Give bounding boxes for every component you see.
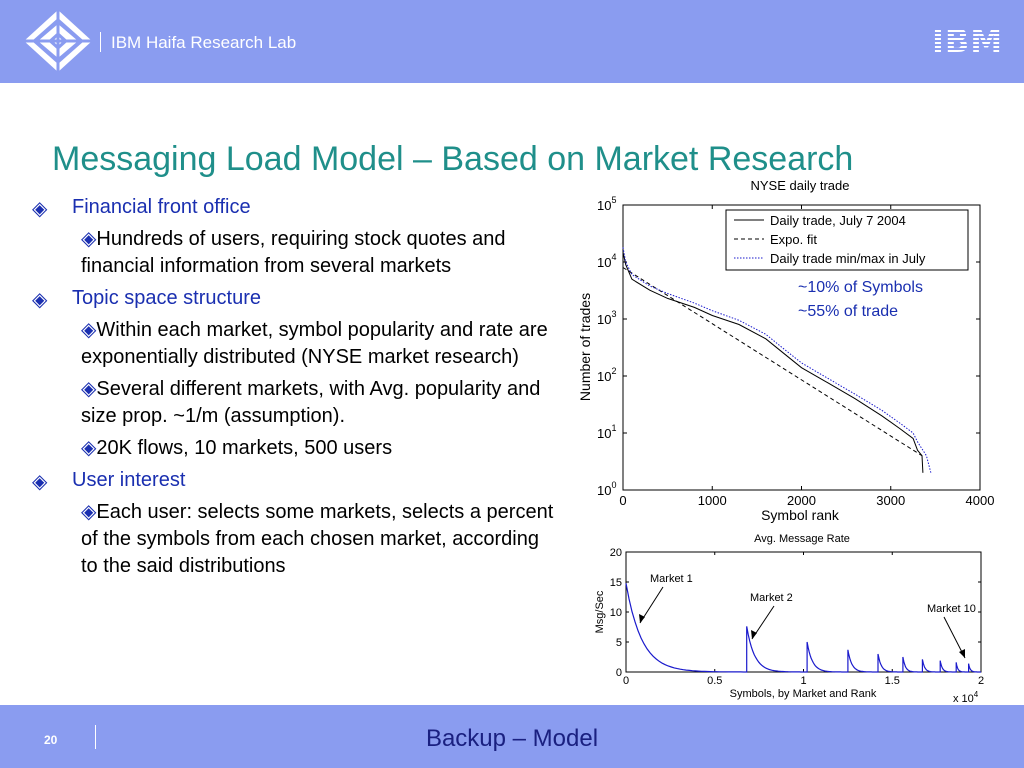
bullet-topic-space-structure: ◈ Topic space structure <box>32 287 261 311</box>
charts-svg <box>560 175 1024 705</box>
chart2-x-tick-label: 0 <box>622 675 630 687</box>
diamond-bullet-icon: ◈ <box>81 228 97 250</box>
bullet-financial-front-office: ◈ Financial front office <box>32 196 251 220</box>
sub-bullet: ◈20K flows, 10 markets, 500 users <box>81 437 393 459</box>
diamond-bullet-icon: ◈ <box>32 289 48 311</box>
lab-name: IBM Haifa Research Lab <box>111 33 297 52</box>
chart2-xlabel: Symbols, by Market and Rank <box>729 688 877 700</box>
diamond-bullet-icon: ◈ <box>32 198 48 220</box>
chart2-ylabel: Msg/Sec <box>594 590 606 634</box>
chart2-annotation-market-1: Market 1 <box>650 573 693 585</box>
slide-title: Messaging Load Model – Based on Market Research <box>52 140 854 178</box>
header-bar <box>0 0 1024 83</box>
chart2-annotation-market-2: Market 2 <box>750 592 793 604</box>
footer-bar <box>0 705 1024 768</box>
sub-bullet: ◈Each user: selects some markets, selects a percent of the symbols from each chosen market, according to the said distributions <box>81 501 554 577</box>
chart1-xlabel: Symbol rank <box>761 507 839 523</box>
footer-text: Backup – Model <box>425 725 599 752</box>
chart2-x-tick-label: 1 <box>800 675 807 687</box>
diamond-bullet-icon: ◈ <box>81 319 97 341</box>
chart1-y-tick-label: $10^5$ <box>597 195 617 213</box>
header-separator <box>100 32 101 52</box>
chart2-y-tick-label: 20 <box>609 547 622 559</box>
legend-label-2: Expo. fit <box>770 232 817 247</box>
legend-label-1: Daily trade, July 7 2004 <box>770 213 906 228</box>
diamond-bullet-icon: ◈ <box>81 437 97 459</box>
chart2-y-tick-label: 0 <box>615 667 622 679</box>
diamond-bullet-icon: ◈ <box>32 471 48 493</box>
chart1-x-tick-label: 0 <box>619 493 627 508</box>
chart1-y-tick-label: $10^3$ <box>597 309 617 327</box>
chart2-annotation-market-10: Market 10 <box>927 603 976 615</box>
chart1-annotation-1: ~10% of Symbols <box>798 279 923 296</box>
bullet-user-interest: ◈ User interest <box>32 469 186 493</box>
sub-bullet: ◈Within each market, symbol popularity and rate are exponentially distributed (NYSE market research) <box>81 319 548 368</box>
chart1-y-tick-label: $10^0$ <box>597 480 617 498</box>
page-number: 20 <box>44 733 58 747</box>
chart2-x-tick-label: 1.5 <box>884 675 900 687</box>
chart2-x-multiplier: x $10^4$ <box>953 690 979 705</box>
legend-label-3: Daily trade min/max in July <box>770 251 926 266</box>
ibm-haifa-logo <box>22 8 94 74</box>
chart1-ylabel: Number of trades <box>577 292 593 402</box>
chart1-x-tick-label: 1000 <box>697 493 727 508</box>
diamond-bullet-icon: ◈ <box>81 378 97 400</box>
diamond-bullet-icon: ◈ <box>81 501 97 523</box>
chart1-annotation-2: ~55% of trade <box>798 303 899 320</box>
sub-bullet: ◈Hundreds of users, requiring stock quotes and financial information from several markets <box>81 228 506 277</box>
chart2-x-tick-label: 2 <box>977 675 985 687</box>
chart1-x-tick-label: 4000 <box>965 493 995 508</box>
chart2-y-tick-label: 15 <box>609 577 622 589</box>
chart1-x-tick-label: 3000 <box>876 493 906 508</box>
chart2-y-tick-label: 5 <box>615 637 622 649</box>
chart1-y-tick-label: $10^2$ <box>597 366 617 384</box>
chart1-title: NYSE daily trade <box>750 178 850 193</box>
chart1-y-tick-label: $10^1$ <box>597 423 617 441</box>
chart1-y-tick-label: $10^4$ <box>597 252 617 270</box>
sub-bullet: ◈Several different markets, with Avg. popularity and size prop. ~1/m (assumption). <box>81 378 541 427</box>
ibm-logo: IBM <box>932 22 1004 60</box>
chart1-x-tick-label: 2000 <box>787 493 816 508</box>
chart2-title: Avg. Message Rate <box>754 533 850 545</box>
chart2-y-tick-label: 10 <box>609 607 622 619</box>
chart2-x-tick-label: 0.5 <box>707 675 723 687</box>
bullet-list <box>30 194 560 585</box>
charts-area <box>560 175 1024 705</box>
